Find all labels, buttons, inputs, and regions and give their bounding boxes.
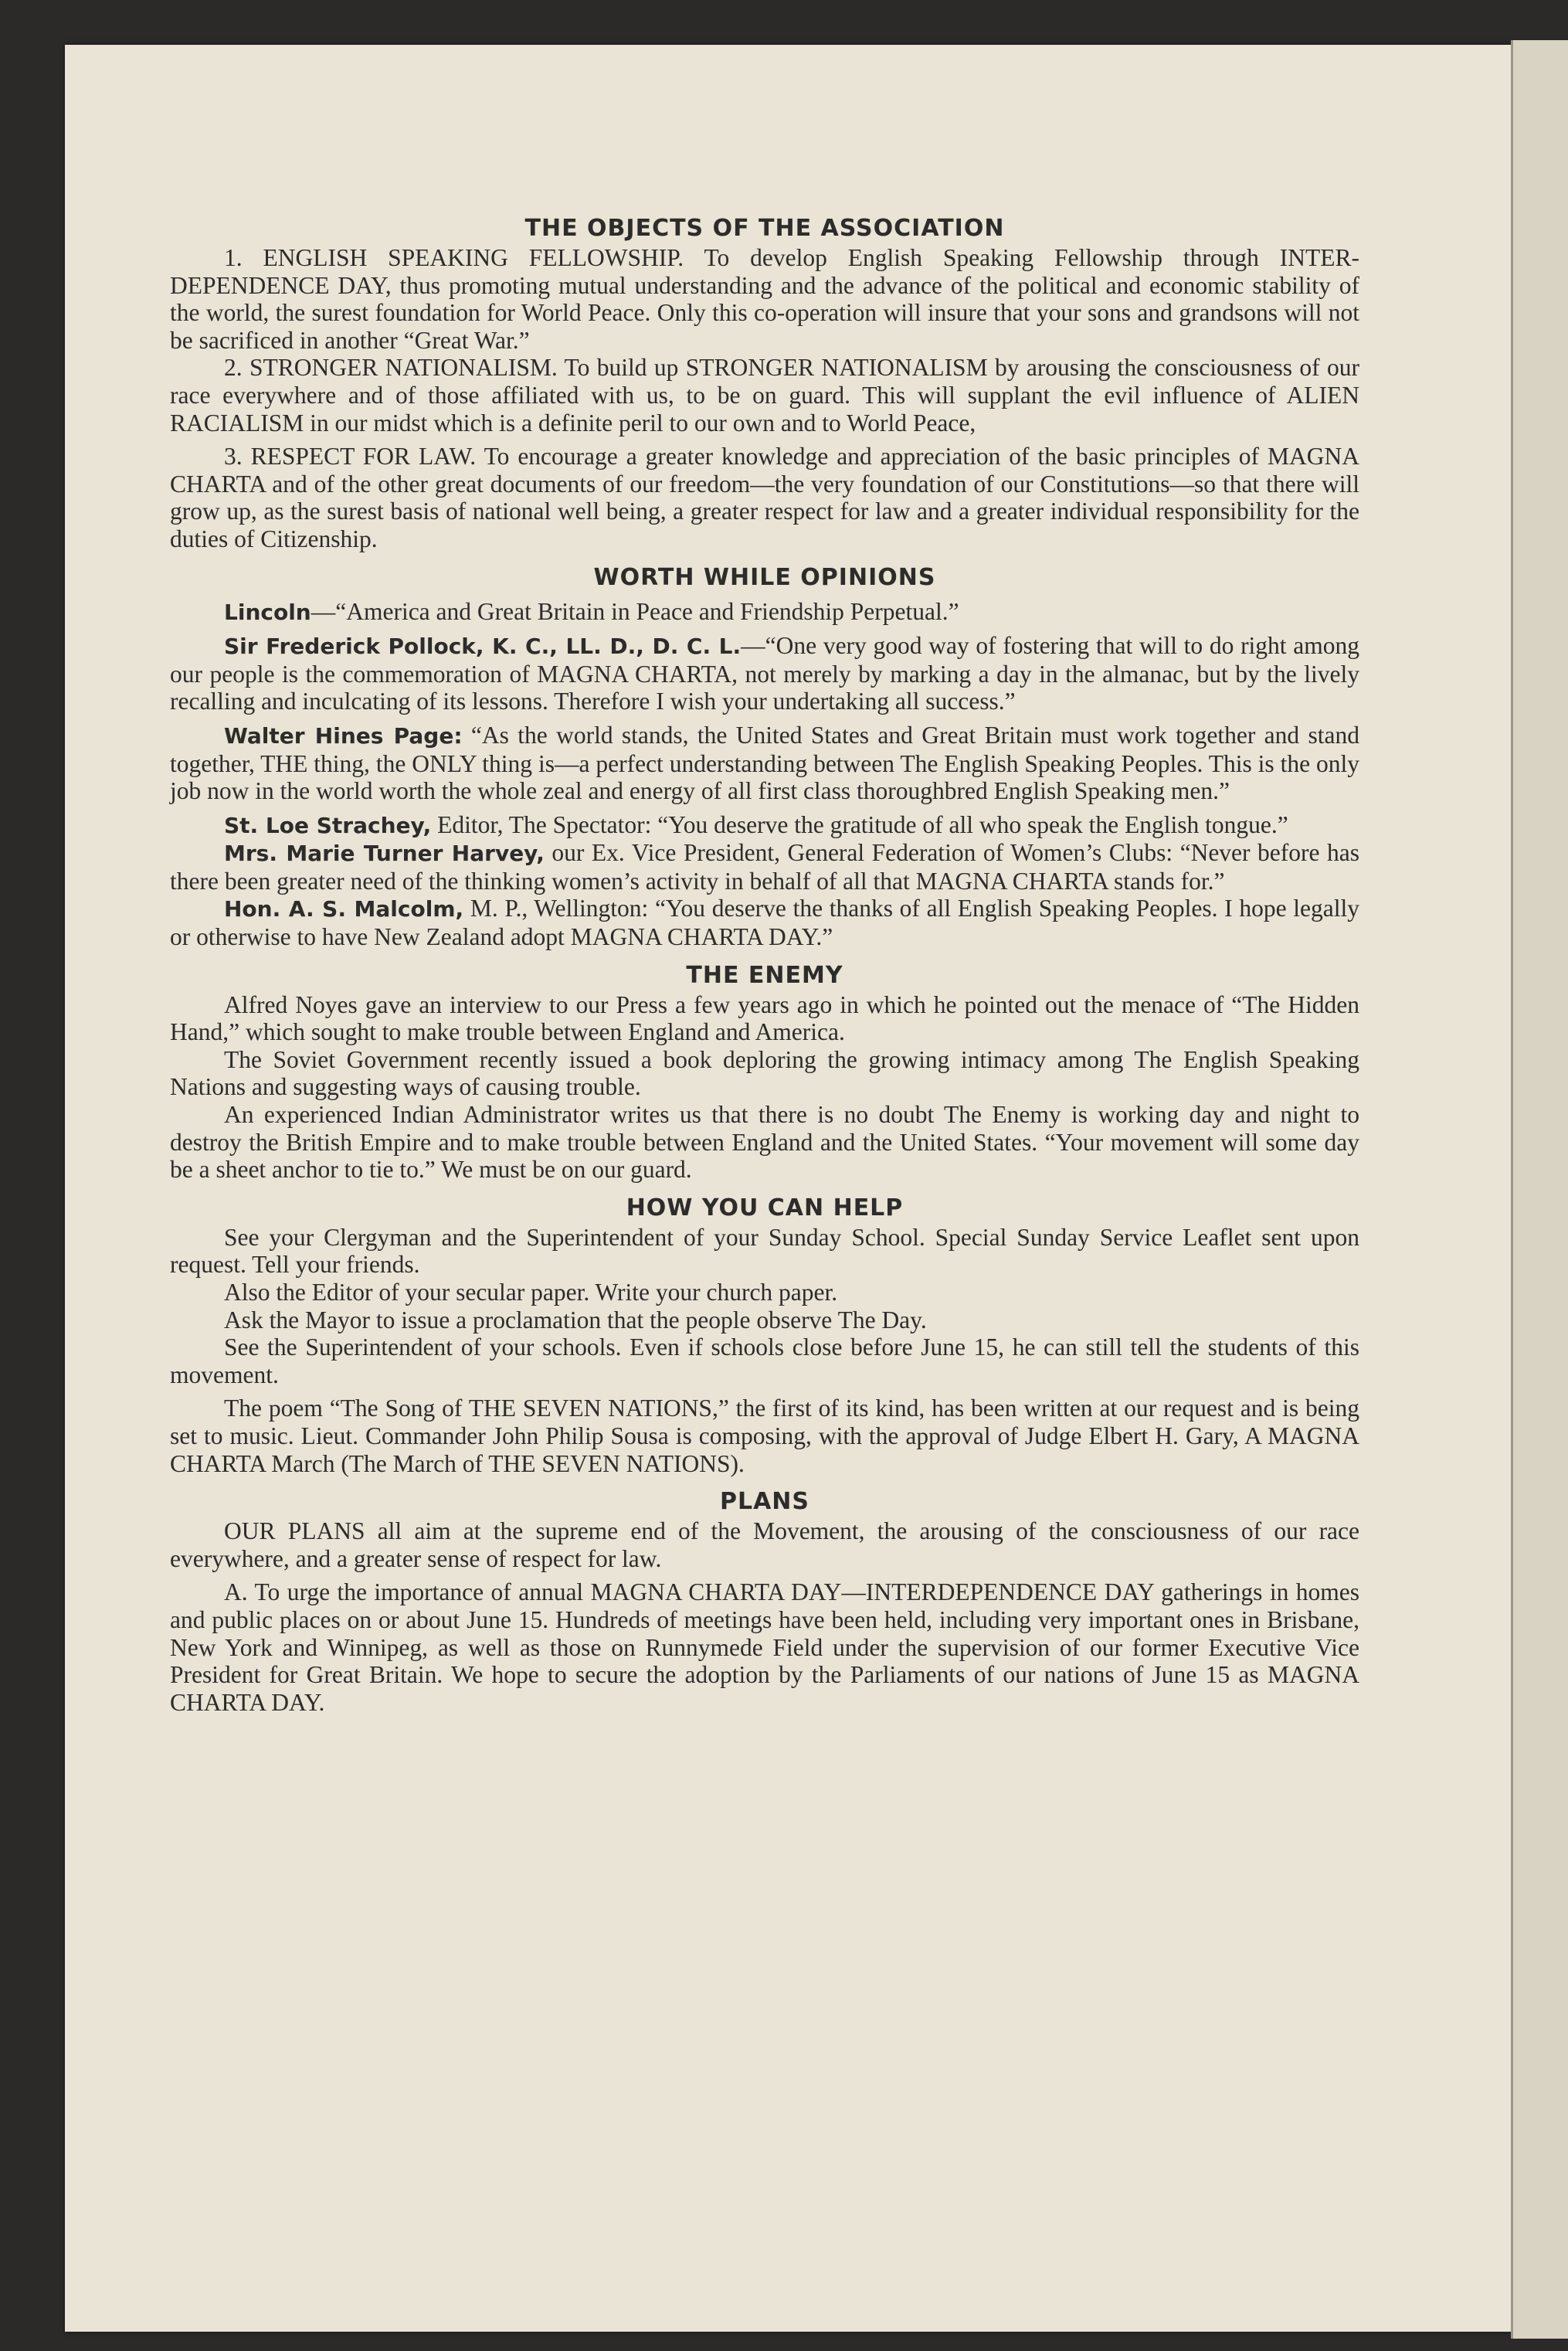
opinion-speaker: Walter Hines Page: <box>224 722 463 749</box>
heading-enemy: THE ENEMY <box>686 961 843 989</box>
section-help <box>170 1194 1359 1477</box>
help-paragraph-2: Also the Editor of your secular paper. Write your church paper. <box>224 1279 838 1306</box>
opinion-speaker: Mrs. Marie Turner Harvey, <box>224 841 545 867</box>
opinion-quote: Editor, The Spectator: “You deserve the gratitude of all who speak the English tongue.” <box>431 810 1288 838</box>
section-opinions <box>170 564 1359 951</box>
enemy-paragraph-2: The Soviet Government recently issued a book deploring the growing intimacy among The English Speaking Nations and suggesting ways of causing trouble. <box>170 1045 1359 1101</box>
opinion-speaker: St. Loe Strachey, <box>224 812 432 838</box>
enemy-paragraph-1: Alfred Noyes gave an interview to our Press a few years ago in which he pointed out the menace of “The Hidden Hand,” which sought to make trouble between England and America. <box>170 990 1359 1046</box>
opinion-entry <box>170 811 1359 840</box>
opinion-entry <box>170 722 1359 805</box>
adjacent-page-edge <box>1511 40 1568 2339</box>
section-objects <box>170 215 1359 553</box>
help-paragraph-4: See the Superintendent of your schools. Even if schools close before June 15, he can still tell the students of this movement. <box>170 1333 1359 1388</box>
heading-help: HOW YOU CAN HELP <box>626 1194 904 1221</box>
opinion-quote: —“One very good way of fostering that will to do right among our people is the commemoration of MAGNA CHARTA, not merely by marking a day in the almanac, but by the lively recalling and inculcating of its lessons. Therefore I wish your undertaking all success.” <box>170 632 1359 715</box>
heading-objects: THE OBJECTS OF THE ASSOCIATION <box>524 215 1005 242</box>
help-paragraph-1: See your Clergyman and the Superintendent of your Sunday School. Special Sunday Service Leaflet sent upon request. Tell your friends. <box>170 1223 1359 1279</box>
opinion-quote: “As the world stands, the United States and Great Britain must work together and stand together, THE thing, the ONLY thing is—a perfect understanding between The English Speaking Peoples. This is the only job now in the world worth the whole zeal and energy of all first class thoroughbred English Speaking men.” <box>170 721 1359 805</box>
objects-paragraph-3: 3. RESPECT FOR LAW. To encourage a greater knowledge and appreciation of the basic principles of MAGNA CHARTA and of the other great documents of our freedom—the very foundation of our Constitutions—so that there will grow up, as the surest basis of national well being, a greater respect for law and a greater individual responsibility for the duties of Citizenship. <box>170 443 1359 552</box>
opinion-entry <box>170 895 1359 950</box>
help-paragraph-5: The poem “The Song of THE SEVEN NATIONS,” the first of its kind, has been written at our request and is being set to music. Lieut. Commander John Philip Sousa is composing, with the approval of Judge Elbert H. Gary, A MAGNA CHARTA March (The March of THE SEVEN NATIONS). <box>170 1395 1359 1477</box>
opinion-quote: our Ex. Vice President, General Federation of Women’s Clubs: “Never before has there been greater need of the thinking women’s activity in behalf of all that MAGNA CHARTA stands for.” <box>170 839 1359 895</box>
opinion-entry <box>170 839 1359 895</box>
opinion-entry <box>170 598 1359 627</box>
section-plans <box>170 1488 1359 1716</box>
opinion-speaker: Sir Frederick Pollock, K. C., LL. D., D. C. L. <box>224 634 742 660</box>
objects-paragraph-2: 2. STRONGER NATIONALISM. To build up STRONGER NATIONALISM by arousing the consciousness of our race everywhere and of those affiliated with us, to be on guard. This will supplant the evil influence of ALIEN RACIALISM in our midst which is a definite peril to our own and to World Peace, <box>170 354 1359 437</box>
opinion-entry <box>170 632 1359 715</box>
opinion-speaker: Lincoln <box>224 599 311 625</box>
help-paragraph-3: Ask the Mayor to issue a proclamation that the people observe The Day. <box>224 1306 927 1333</box>
opinion-speaker: Hon. A. S. Malcolm, <box>224 896 464 922</box>
plans-paragraph-1: OUR PLANS all aim at the supreme end of the Movement, the arousing of the consciousness of our race everywhere, and a greater sense of respect for law. <box>170 1517 1359 1572</box>
heading-plans: PLANS <box>719 1488 810 1516</box>
opinion-quote: —“America and Great Britain in Peace and Friendship Perpetual.” <box>311 597 959 625</box>
heading-opinions: WORTH WHILE OPINIONS <box>593 563 936 591</box>
opinion-quote: M. P., Wellington: “You deserve the thanks of all English Speaking Peoples. I hope legally or otherwise to have New Zealand adopt MAGNA CHARTA DAY.” <box>170 895 1359 951</box>
section-enemy <box>170 962 1359 1184</box>
plans-paragraph-2: A. To urge the importance of annual MAGNA CHARTA DAY—INTERDEPENDENCE DAY gatherings in homes and public places on or about June 15. Hundreds of meetings have been held, including very important ones in Brisbane, New York and Winnipeg, as well as those on Runnymede Field under the supervision of our former Executive Vice President for Great Britain. We hope to secure the adoption by the Parliaments of our nations of June 15 as MAGNA CHARTA DAY. <box>170 1578 1359 1716</box>
objects-paragraph-1: 1. ENGLISH SPEAKING FELLOWSHIP. To develop English Speaking Fellowship through INTER-DEPENDENCE DAY, thus promoting mutual understanding and the advance of the political and economic stability of the world, the surest foundation for World Peace. Only this co-operation will insure that your sons and grandsons will not be sacrificed in another “Great War.” <box>170 244 1359 354</box>
document-body <box>170 215 1359 1716</box>
enemy-paragraph-3: An experienced Indian Administrator writes us that there is no doubt The Enemy is working day and night to destroy the British Empire and to make trouble between England and the United States. “Your movement will some day be a sheet anchor to tie to.” We must be on our guard. <box>170 1101 1359 1184</box>
